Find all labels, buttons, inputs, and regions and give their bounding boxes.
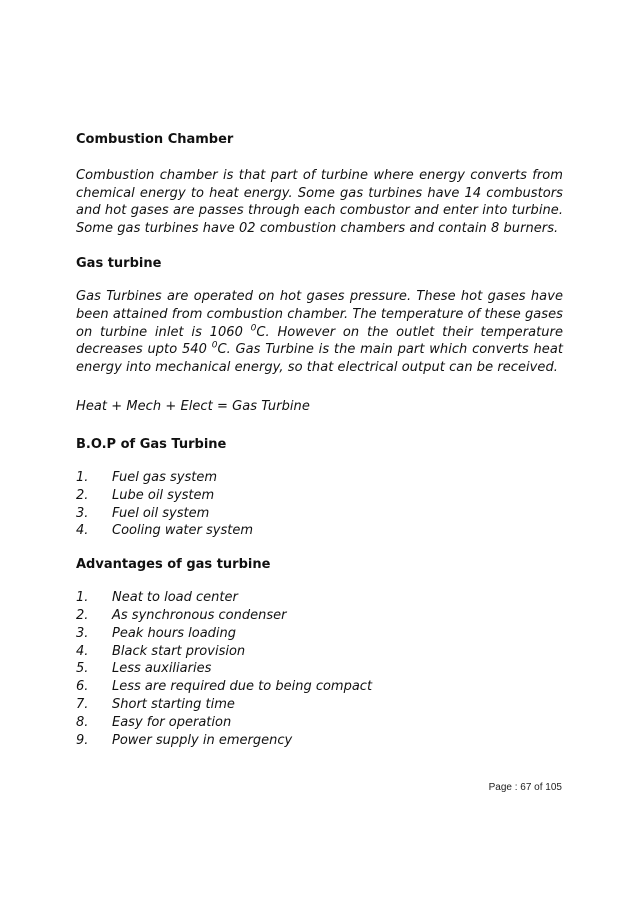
bop-list-item [76,487,563,505]
advantage-list-item [76,696,563,714]
advantages-heading: Advantages of gas turbine [76,557,271,573]
list-item-text: Peak hours loading [112,625,237,641]
list-item-text: As synchronous condenser [112,607,287,623]
advantage-list-item [76,589,563,607]
list-item-number: 1. [76,590,89,606]
list-item-text: Less are required due to being compact [112,679,373,695]
advantage-list-item [76,607,563,625]
gas-turbine-equation: Heat + Mech + Elect = Gas Turbine [76,399,310,415]
list-item-text: Cooling water system [112,523,254,539]
list-item-text: Lube oil system [112,487,215,503]
gas-turbine-heading: Gas turbine [76,256,162,272]
degree-superscript-outlet: 0 [211,340,218,351]
advantage-list-item [76,714,563,732]
list-item-number: 8. [76,714,89,730]
list-item-number: 2. [76,487,89,503]
list-item-number: 1. [76,469,89,485]
combustion-chamber-paragraph: Combustion chamber is that part of turbine where energy converts from chemical energy to heat energy. Some gas turbines have 14 combustors and hot gases are passes through each combustor and enter into turbine. Some gas turbines have 02 combustion chambers and contain 8 burners. [76,168,563,236]
list-item-text: Fuel oil system [112,505,210,521]
list-item-number: 3. [76,505,89,521]
bop-list-item [76,469,563,487]
gas-turbine-text-part2: C. However on the outlet their temperature decreases upto 540 [76,324,563,358]
advantage-list-item [76,625,563,643]
advantages-list [76,589,563,749]
list-item-text: Easy for operation [112,714,232,730]
list-item-number: 4. [76,523,89,539]
bop-list [76,469,563,540]
advantage-list-item [76,732,563,750]
page-content [76,131,563,749]
gas-turbine-paragraph [76,288,563,376]
gas-turbine-text-part3: C. Gas Turbine is the main part which converts heat energy into mechanical energy, so that electrical output can be received. [76,342,564,375]
list-item-text: Short starting time [112,696,235,712]
list-item-number: 5. [76,661,89,677]
combustion-chamber-heading: Combustion Chamber [76,132,234,147]
list-item-number: 9. [76,732,89,748]
list-item-text: Black start provision [112,643,246,659]
list-item-text: Fuel gas system [112,469,218,485]
list-item-number: 6. [76,679,89,695]
advantage-list-item [76,678,563,696]
list-item-number: 4. [76,643,89,659]
bop-list-item [76,522,563,540]
list-item-text: Less auxiliaries [112,661,212,677]
list-item-number: 7. [76,696,89,712]
list-item-number: 3. [76,625,89,641]
bop-list-item [76,505,563,523]
list-item-number: 2. [76,607,89,623]
list-item-text: Neat to load center [112,590,238,606]
page-number-footer: Page : 67 of 105 [488,782,562,793]
advantage-list-item [76,660,563,678]
list-item-text: Power supply in emergency [112,732,293,748]
advantage-list-item [76,643,563,661]
degree-superscript-inlet: 0 [250,323,257,334]
bop-heading: B.O.P of Gas Turbine [76,436,227,452]
gas-turbine-text-part1: Gas Turbines are operated on hot gases pressure. These hot gases have been attained from combustion chamber. The temperature of these gases on turbine inlet is 1060 [76,289,563,340]
